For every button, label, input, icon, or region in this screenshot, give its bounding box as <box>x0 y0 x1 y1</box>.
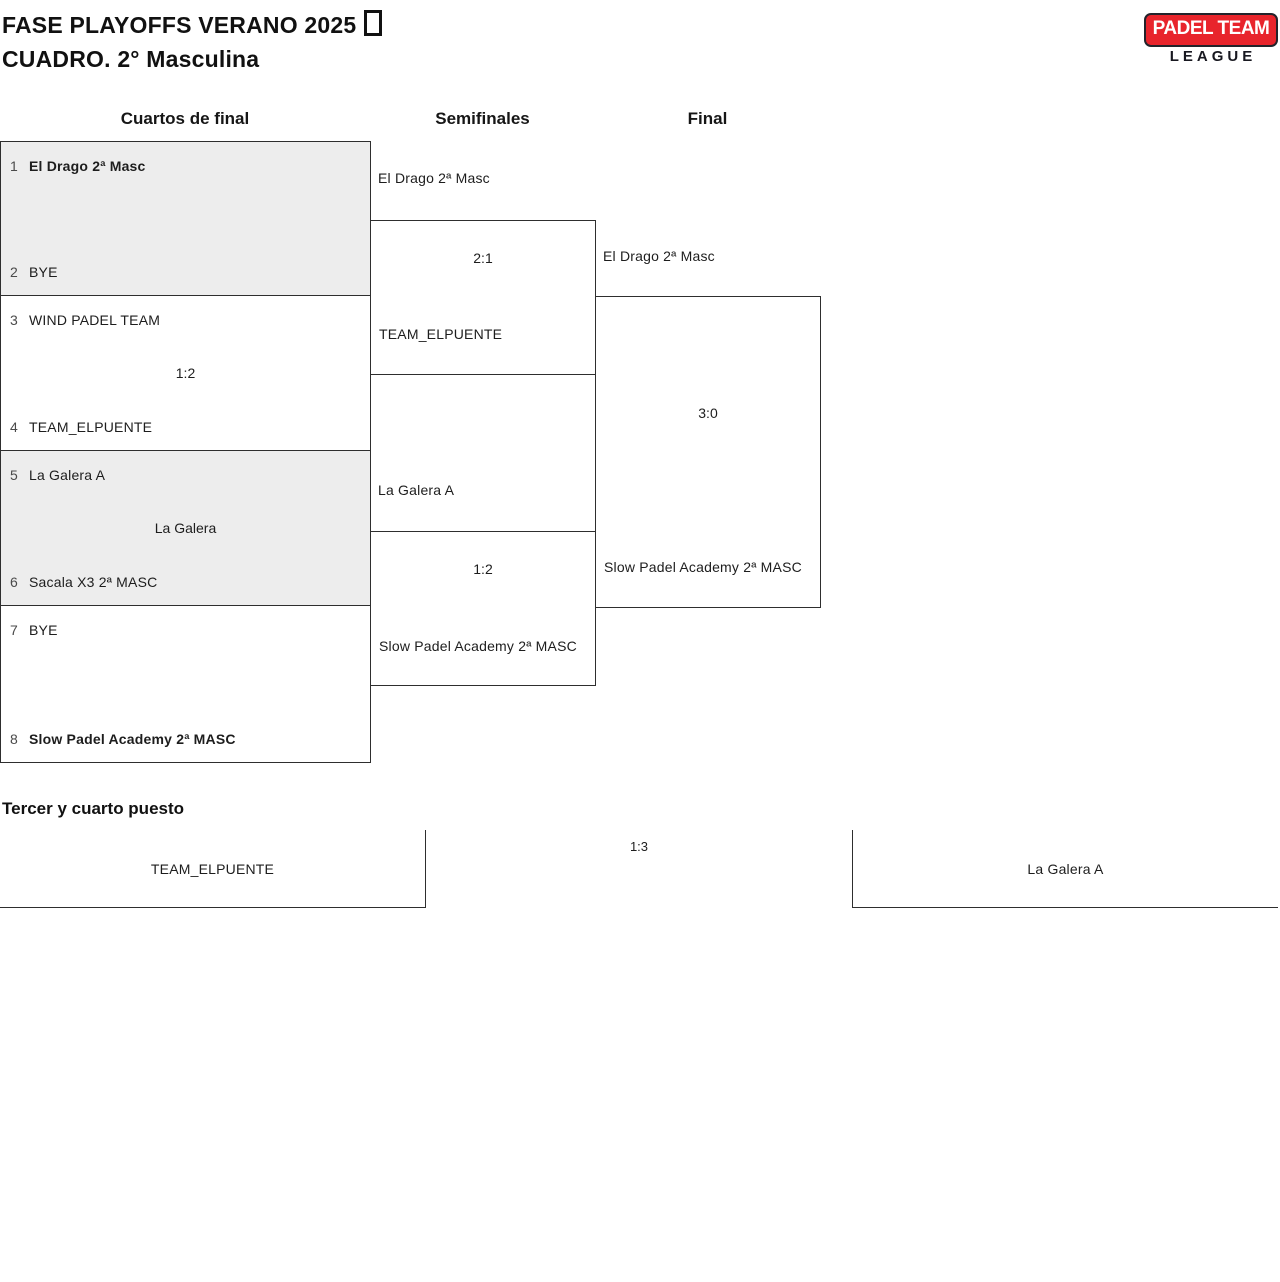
page-title <box>2 8 382 76</box>
team-name: Slow Padel Academy 2ª MASC <box>29 731 236 747</box>
final-team2-label: Slow Padel Academy 2ª MASC <box>604 559 802 575</box>
qf-match-4 <box>0 605 371 763</box>
final-score: 3:0 <box>698 405 718 421</box>
round-header-quarterfinals: Cuartos de final <box>120 109 250 128</box>
qf2-team1-row <box>10 312 362 328</box>
round-header-final: Final <box>687 109 728 128</box>
sf1-team2-label: TEAM_ELPUENTE <box>379 326 503 342</box>
third-place-team1-box <box>0 830 426 908</box>
qf3-team2-row <box>10 574 362 590</box>
page-title-line2: CUADRO. 2° Masculina <box>2 46 260 72</box>
seed-number: 6 <box>10 574 18 590</box>
seed-number: 3 <box>10 312 18 328</box>
sf2-score: 1:2 <box>473 561 493 577</box>
seed-number: 2 <box>10 264 18 280</box>
qf-match-1 <box>0 141 371 296</box>
seed-number: 7 <box>10 622 18 638</box>
padel-team-league-logo[interactable] <box>1144 13 1278 65</box>
team-name: Sacala X3 2ª MASC <box>29 574 158 590</box>
third-place-heading: Tercer y cuarto puesto <box>2 799 185 818</box>
round-header-semifinals: Semifinales <box>435 109 530 128</box>
missing-glyph-icon <box>364 10 382 36</box>
qf3-walkover-label: La Galera <box>154 520 217 536</box>
logo-padel-team: PADEL TEAM <box>1144 13 1278 47</box>
logo-league: LEAGUE <box>1169 48 1257 65</box>
qf4-team1-row <box>10 622 362 638</box>
third-place-team2-box <box>852 830 1278 908</box>
sf2-team1-label: La Galera A <box>378 482 455 498</box>
qf1-team1-row <box>10 158 362 174</box>
final-match <box>595 296 821 608</box>
seed-number: 1 <box>10 158 18 174</box>
title-text: FASE PLAYOFFS VERANO 2025 <box>2 12 357 38</box>
sf1-score: 2:1 <box>473 250 493 266</box>
sf1-team1-label: El Drago 2ª Masc <box>378 170 490 186</box>
qf-match-3 <box>0 450 371 606</box>
qf1-team2-row <box>10 264 362 280</box>
final-team1-label: El Drago 2ª Masc <box>603 248 715 264</box>
seed-number: 4 <box>10 419 18 435</box>
team-name: WIND PADEL TEAM <box>29 312 161 328</box>
qf2-team2-row <box>10 419 362 435</box>
team-name: TEAM_ELPUENTE <box>29 419 153 435</box>
qf4-team2-row <box>10 731 362 747</box>
team-name: El Drago 2ª Masc <box>29 158 146 174</box>
third-place-score: 1:3 <box>629 839 649 854</box>
qf-match-2 <box>0 295 371 451</box>
sf-match-2 <box>370 531 596 686</box>
page-title-line1 <box>2 8 382 42</box>
seed-number: 8 <box>10 731 18 747</box>
seed-number: 5 <box>10 467 18 483</box>
team-name: La Galera A <box>29 467 106 483</box>
team-name: TEAM_ELPUENTE <box>150 861 275 877</box>
sf2-team2-label: Slow Padel Academy 2ª MASC <box>379 638 577 654</box>
qf2-score: 1:2 <box>175 365 196 381</box>
team-name: BYE <box>29 622 58 638</box>
sf-match-1 <box>370 220 596 375</box>
team-name: La Galera A <box>1027 861 1104 877</box>
qf3-team1-row <box>10 467 362 483</box>
team-name: BYE <box>29 264 58 280</box>
